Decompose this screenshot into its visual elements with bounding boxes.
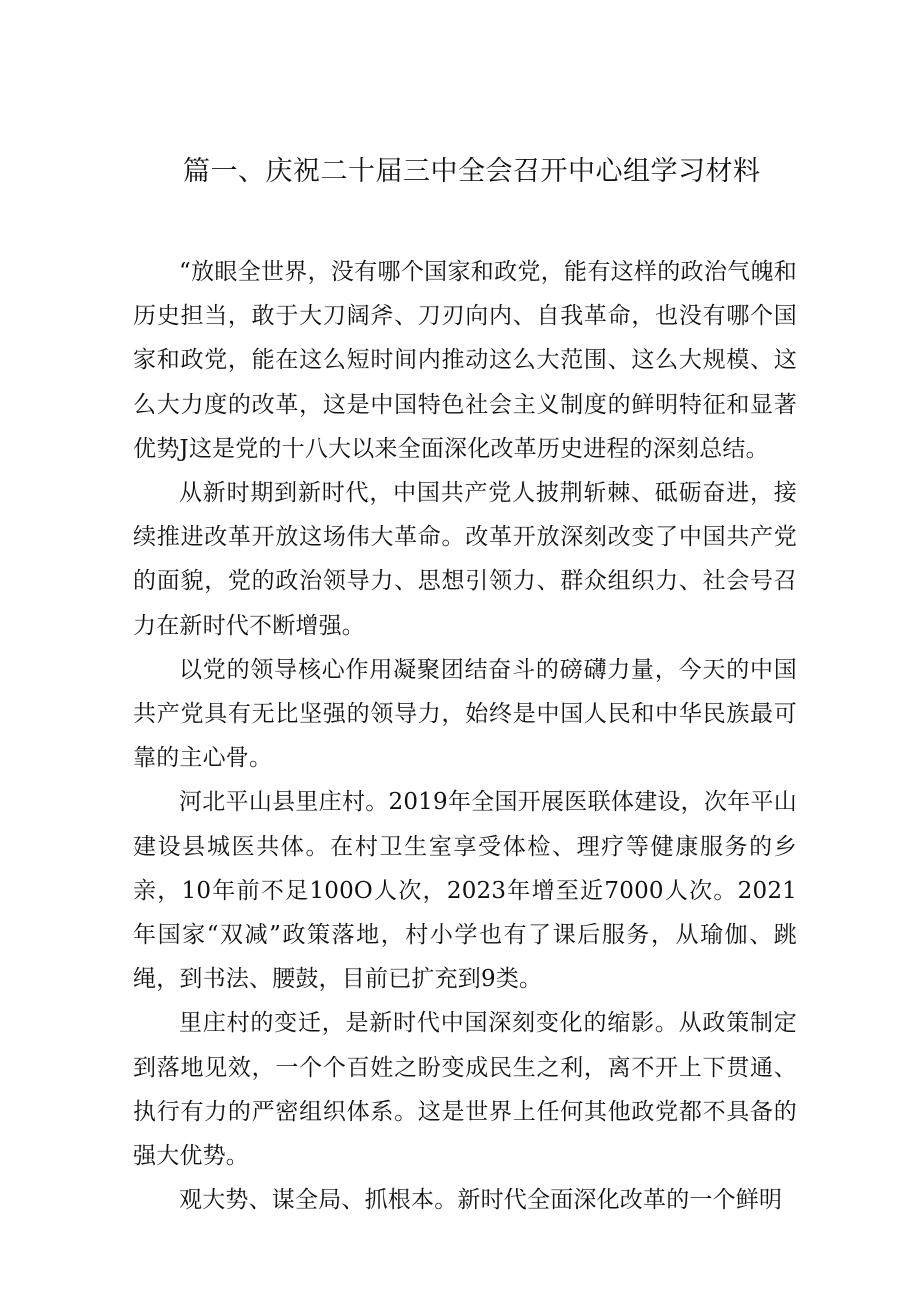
paragraph: “放眼全世界，没有哪个国家和政党，能有这样的政治气魄和历史担当，敢于大刀阔斧、刀刃向内、自我革命，也没有哪个国家和政党，能在这么短时间内推动这么大范围、这么大规模、这么大力度的改革，这是中国特色社会主义制度的鲜明特征和显著优势J这是党的十八大以来全面深化改革历史进程的深刻总结。: [133, 259, 797, 462]
paragraph: 里庄村的变迁，是新时代中国深刻变化的缩影。从政策制定到落地见效，一个个百姓之盼变成民生之利，离不开上下贯通、执行有力的严密组织体系。这是世界上任何其他政党都不具备的强大优势。: [133, 1010, 797, 1170]
document-title: 篇一、庆祝二十届三中全会召开中心组学习材料: [183, 156, 761, 187]
paragraph: 以党的领导核心作用凝聚团结奋斗的磅礴力量，今天的中国共产党具有无比坚强的领导力，始终是中国人民和中华民族最可靠的主心骨。: [133, 656, 797, 772]
paragraph: 从新时期到新时代，中国共产党人披荆斩棘、砥砺奋进，接续推进改革开放这场伟大革命。改革开放深刻改变了中国共产党的面貌，党的政治领导力、思想引领力、群众组织力、社会号召力在新时代不断增强。: [133, 480, 797, 639]
document-body: [133, 250, 797, 1222]
paragraph: 河北平山县里庄村。2019年全国开展医联体建设，次年平山建设县城医共体。在村卫生室享受体检、理疗等健康服务的乡亲，10年前不足100O人次，2023年增至近7000人次。2021年国家“双减”政策落地，村小学也有了课后服务，从瑜伽、跳绳，到书法、腰鼓，目前已扩充到9类。: [133, 789, 797, 993]
paragraph: 观大势、谋全局、抓根本。新时代全面深化改革的一个鲜明: [179, 1187, 783, 1214]
